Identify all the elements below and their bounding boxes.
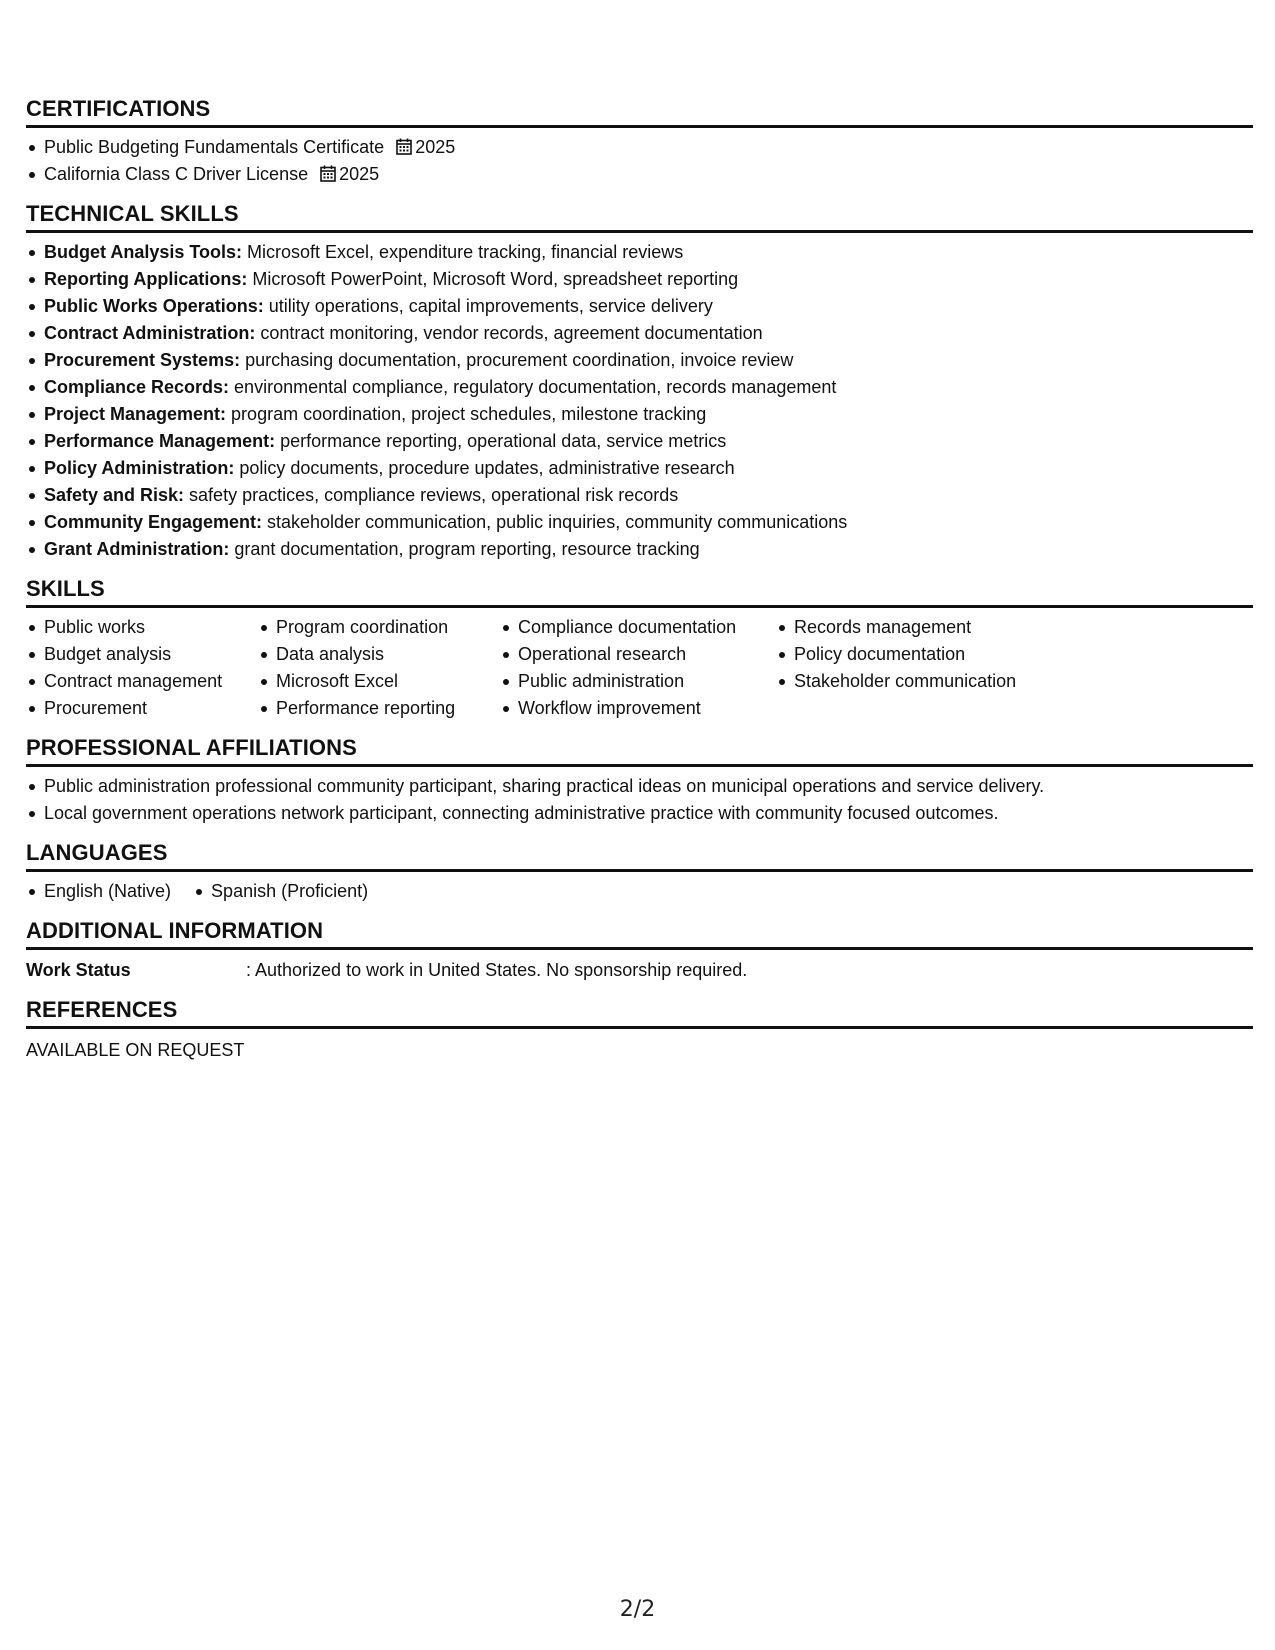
- list-item: [44, 455, 1253, 482]
- list-item: Performance reporting: [276, 695, 500, 722]
- calendar-icon: [320, 165, 336, 182]
- technical-skills-list: [26, 239, 1253, 563]
- skill-details: stakeholder communication, public inquiries, community communications: [262, 512, 848, 532]
- skill-category: Performance Management:: [44, 431, 276, 451]
- list-item: [44, 482, 1253, 509]
- skill-details: policy documents, procedure updates, administrative research: [234, 458, 735, 478]
- list-item: [44, 428, 1253, 455]
- list-item: Compliance documentation: [518, 614, 776, 641]
- list-item: [44, 161, 1253, 188]
- list-item: [44, 320, 1253, 347]
- list-item: [44, 266, 1253, 293]
- languages-row: [26, 872, 1253, 905]
- page-number: 2/2: [619, 1597, 656, 1622]
- list-item: Records management: [794, 614, 1094, 641]
- certification-year: 2025: [339, 164, 380, 184]
- certifications-list: [26, 134, 1253, 188]
- skill-details: Microsoft Excel, expenditure tracking, financial reviews: [242, 242, 684, 262]
- affiliations-section: [26, 735, 1253, 827]
- skill-category: Budget Analysis Tools:: [44, 242, 243, 262]
- skills-column: [258, 614, 500, 722]
- section-title: SKILLS: [26, 576, 1253, 608]
- list-item: [44, 536, 1253, 563]
- skill-category: Policy Administration:: [44, 458, 235, 478]
- certification-name: California Class C Driver License: [44, 164, 309, 184]
- list-item: [44, 347, 1253, 374]
- skill-details: contract monitoring, vendor records, agreement documentation: [255, 323, 763, 343]
- list-item: Microsoft Excel: [276, 668, 500, 695]
- list-item: Workflow improvement: [518, 695, 776, 722]
- skill-details: environmental compliance, regulatory documentation, records management: [229, 377, 837, 397]
- skill-category: Grant Administration:: [44, 539, 230, 559]
- skills-column: [500, 614, 776, 722]
- skill-details: safety practices, compliance reviews, operational risk records: [184, 485, 679, 505]
- list-item: Stakeholder communication: [794, 668, 1094, 695]
- skills-grid: [26, 614, 1253, 722]
- section-title: CERTIFICATIONS: [26, 96, 1253, 128]
- skill-details: utility operations, capital improvements, service delivery: [263, 296, 713, 316]
- skill-category: Reporting Applications:: [44, 269, 248, 289]
- skill-category: Compliance Records:: [44, 377, 230, 397]
- certification-name: Public Budgeting Fundamentals Certificate: [44, 137, 385, 157]
- skill-details: performance reporting, operational data, service metrics: [275, 431, 727, 451]
- list-item: Public administration professional community participant, sharing practical ideas on municipal operations and service delivery.: [44, 773, 1253, 800]
- list-item: Contract management: [44, 668, 258, 695]
- list-item: Budget analysis: [44, 641, 258, 668]
- list-item: Data analysis: [276, 641, 500, 668]
- list-item: Procurement: [44, 695, 258, 722]
- references-text: AVAILABLE ON REQUEST: [26, 1040, 245, 1060]
- calendar-icon: [396, 138, 412, 155]
- list-item: Program coordination: [276, 614, 500, 641]
- skills-column: [776, 614, 1094, 722]
- list-item: Spanish (Proficient): [211, 878, 368, 905]
- list-item: Operational research: [518, 641, 776, 668]
- technical-skills-section: [26, 201, 1253, 563]
- certifications-section: [26, 96, 1253, 188]
- list-item: [44, 509, 1253, 536]
- resume-page: [26, 96, 1253, 1077]
- section-title: ADDITIONAL INFORMATION: [26, 918, 1253, 950]
- skill-category: Project Management:: [44, 404, 227, 424]
- work-status-value: : Authorized to work in United States. No sponsorship required.: [246, 960, 748, 980]
- affiliations-list: [26, 773, 1253, 827]
- list-item: Local government operations network participant, connecting administrative practice with community focused outcomes.: [44, 800, 1253, 827]
- list-item: [44, 134, 1253, 161]
- references-section: [26, 997, 1253, 1064]
- skill-category: Contract Administration:: [44, 323, 256, 343]
- list-item: [44, 374, 1253, 401]
- list-item: [44, 293, 1253, 320]
- section-title: LANGUAGES: [26, 840, 1253, 872]
- skill-details: purchasing documentation, procurement coordination, invoice review: [240, 350, 794, 370]
- list-item: English (Native): [44, 878, 171, 905]
- work-status-label: Work Status: [26, 960, 131, 980]
- additional-info-section: [26, 918, 1253, 984]
- skill-category: Procurement Systems:: [44, 350, 241, 370]
- list-item: [44, 239, 1253, 266]
- list-item: Public works: [44, 614, 258, 641]
- skills-section: [26, 576, 1253, 722]
- skill-details: program coordination, project schedules, milestone tracking: [226, 404, 707, 424]
- languages-list: [26, 878, 408, 905]
- skills-column: [26, 614, 258, 722]
- section-title: REFERENCES: [26, 997, 1253, 1029]
- certification-year: 2025: [415, 137, 456, 157]
- list-item: Public administration: [518, 668, 776, 695]
- section-title: TECHNICAL SKILLS: [26, 201, 1253, 233]
- skill-category: Community Engagement:: [44, 512, 263, 532]
- languages-section: [26, 840, 1253, 905]
- skill-category: Public Works Operations:: [44, 296, 264, 316]
- skill-category: Safety and Risk:: [44, 485, 185, 505]
- section-title: PROFESSIONAL AFFILIATIONS: [26, 735, 1253, 767]
- list-item: Policy documentation: [794, 641, 1094, 668]
- skill-details: Microsoft PowerPoint, Microsoft Word, spreadsheet reporting: [247, 269, 739, 289]
- skill-details: grant documentation, program reporting, resource tracking: [229, 539, 700, 559]
- list-item: [44, 401, 1253, 428]
- work-status-row: [26, 957, 1253, 984]
